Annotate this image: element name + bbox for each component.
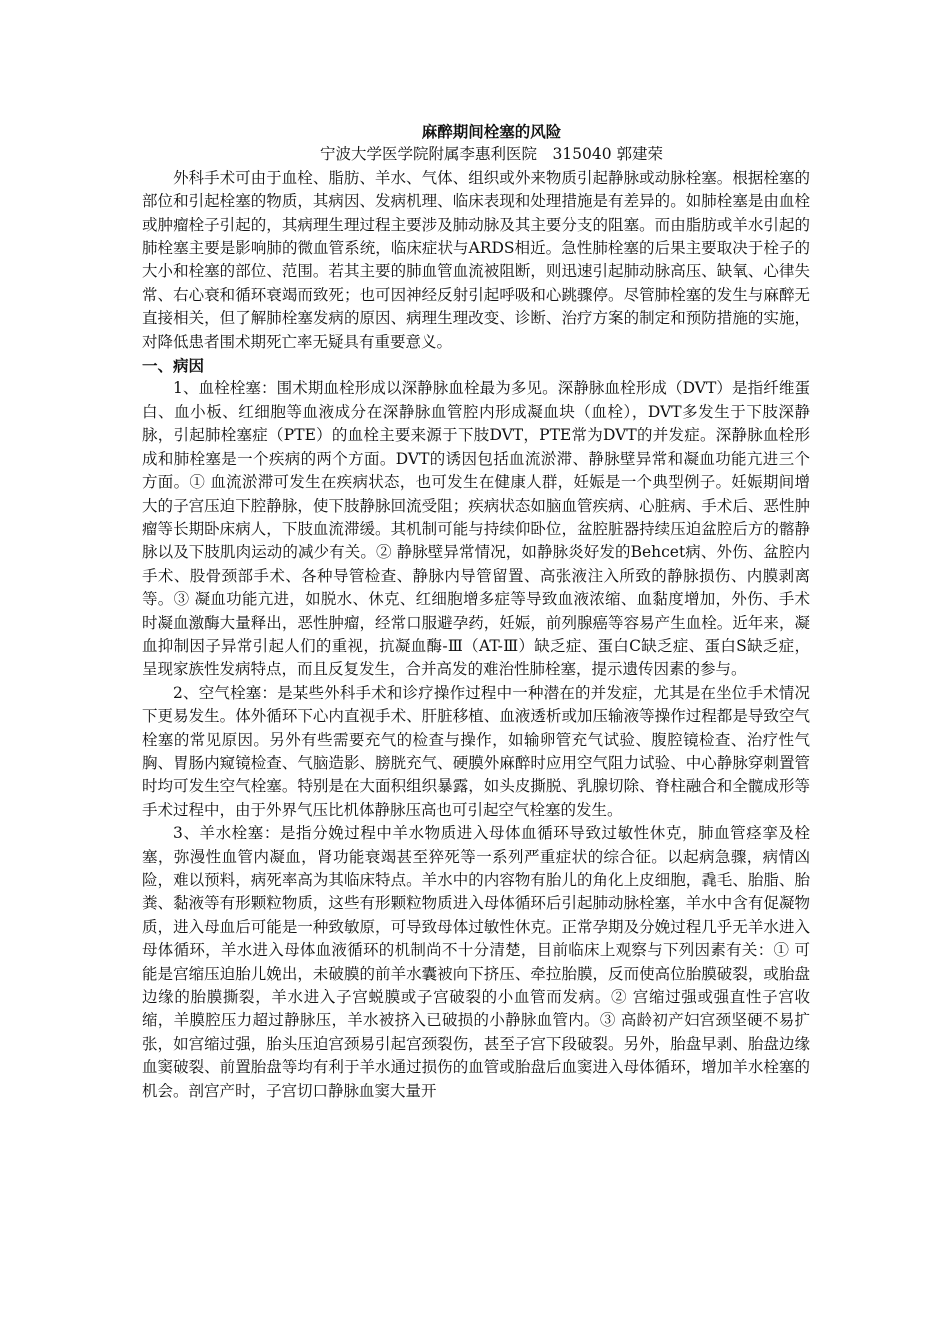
author-line: 宁波大学医学院附属李惠利医院 315040 郭建荣	[319, 145, 664, 164]
paragraph-air-embolism: 2、空气栓塞：是某些外科手术和诊疗操作过程中一种潜在的并发症，尤其是在坐位手术情况下更易发生。体外循环下心内直视手术、肝脏移植、血液透析或加压输液等操作过程都是导致空气栓塞的常见原因。另外有些需要充气的检查与操作，如输卵管充气试验、腹腔镜检查、治疗性气胸、胃肠内窥镜检查、气脑造影、膀胱充气、硬膜外麻醉时应用空气阻力试验、中心静脉穿刺置管时均可发生空气栓塞。特别是在大面积组织暴露，如头皮撕脱、乳腺切除、脊柱融合和全髋成形等手术过程中，由于外界气压比机体静脉压高也可引起空气栓塞的发生。	[142, 683, 810, 819]
paragraph-thrombus-embolism: 1、血栓栓塞：围术期血栓形成以深静脉血栓最为多见。深静脉血栓形成（DVT）是指纤维蛋白、血小板、红细胞等血液成分在深静脉血管腔内形成凝血块（血栓），DVT多发生于下肢深静脉，引起肺栓塞症（PTE）的血栓主要来源于下肢DVT，PTE常为DVT的并发症。深静脉血栓形成和肺栓塞是一个疾病的两个方面。DVT的诱因包括血流淤滞、静脉壁异常和凝血功能亢进三个方面。① 血流淤滞可发生在疾病状态，也可发生在健康人群，妊娠是一个典型例子。妊娠期间增大的子宫压迫下腔静脉，使下肢静脉回流受阻；疾病状态如脑血管疾病、心脏病、手术后、恶性肿瘤等长期卧床病人，下肢血流滞缓。其机制可能与持续仰卧位，盆腔脏器持续压迫盆腔后方的髂静脉以及下肢肌肉运动的减少有关。② 静脉壁异常情况，如静脉炎好发的Behcet病、外伤、盆腔内手术、股骨颈部手术、各种导管检查、静脉内导管留置、高张液注入所致的静脉损伤、内膜剥离等。③ 凝血功能亢进，如脱水、休克、红细胞增多症等导致血液浓缩、血黏度增加，外伤、手术时凝血激酶大量释出，恶性肿瘤，经常口服避孕药，妊娠，前列腺癌等容易产生血栓。近年来，凝血抑制因子异常引起人们的重视，抗凝血酶-Ⅲ（AT-Ⅲ）缺乏症、蛋白C缺乏症、蛋白S缺乏症，呈现家族性发病特点，而且反复发生，合并高发的难治性肺栓塞，提示遗传因素的参与。	[142, 379, 810, 679]
document-page	[142, 120, 810, 1103]
intro-paragraph: 外科手术可由于血栓、脂肪、羊水、气体、组织或外来物质引起静脉或动脉栓塞。根据栓塞的部位和引起栓塞的物质，其病因、发病机理、临床表现和处理措施是有差异的。如肺栓塞是由血栓或肿瘤栓子引起的，其病理生理过程主要涉及肺动脉及其主要分支的阻塞。而由脂肪或羊水引起的肺栓塞主要是影响肺的微血管系统，临床症状与ARDS相近。急性肺栓塞的后果主要取决于栓子的大小和栓塞的部位、范围。若其主要的肺血管血流被阻断，则迅速引起肺动脉高压、缺氧、心律失常、右心衰和循环衰竭而致死；也可因神经反射引起呼吸和心跳骤停。尽管肺栓塞的发生与麻醉无直接相关，但了解肺栓塞发病的原因、病理生理改变、诊断、治疗方案的制定和预防措施的实施，对降低患者围术期死亡率无疑具有重要意义。	[142, 168, 810, 351]
document-title: 麻醉期间栓塞的风险	[421, 122, 562, 141]
section-heading-etiology: 一、病因	[142, 356, 205, 376]
paragraph-amniotic-embolism: 3、羊水栓塞：是指分娩过程中羊水物质进入母体血循环导致过敏性休克，肺血管痉挛及栓塞，弥漫性血管内凝血，肾功能衰竭甚至猝死等一系列严重症状的综合征。以起病急骤，病情凶险，难以预料，病死率高为其临床特点。羊水中的内容物有胎儿的角化上皮细胞，毳毛、胎脂、胎粪、黏液等有形颗粒物质，这些有形颗粒物质进入母体循环后引起肺动脉栓塞，羊水中含有促凝物质，进入母血后可能是一种致敏原，可导致母体过敏性休克。正常孕期及分娩过程几乎无羊水进入母体循环，羊水进入母体血液循环的机制尚不十分清楚，目前临床上观察与下列因素有关：① 可能是宫缩压迫胎儿娩出，未破膜的前羊水囊被向下挤压、牵拉胎膜，反而使高位胎膜破裂，或胎盘边缘的胎膜撕裂，羊水进入子宫蜕膜或子宫破裂的小血管而发病。② 宫缩过强或强直性子宫收缩，羊膜腔压力超过静脉压，羊水被挤入已破损的小静脉血管内。③ 高龄初产妇宫颈坚硬不易扩张，如宫缩过强，胎头压迫宫颈易引起宫颈裂伤，甚至子宫下段破裂。另外，胎盘早剥、胎盘边缘血窦破裂、前置胎盘等均有利于羊水通过损伤的血管或胎盘后血窦进入母体循环，增加羊水栓塞的机会。剖宫产时，子宫切口静脉血窦大量开	[142, 824, 810, 1100]
